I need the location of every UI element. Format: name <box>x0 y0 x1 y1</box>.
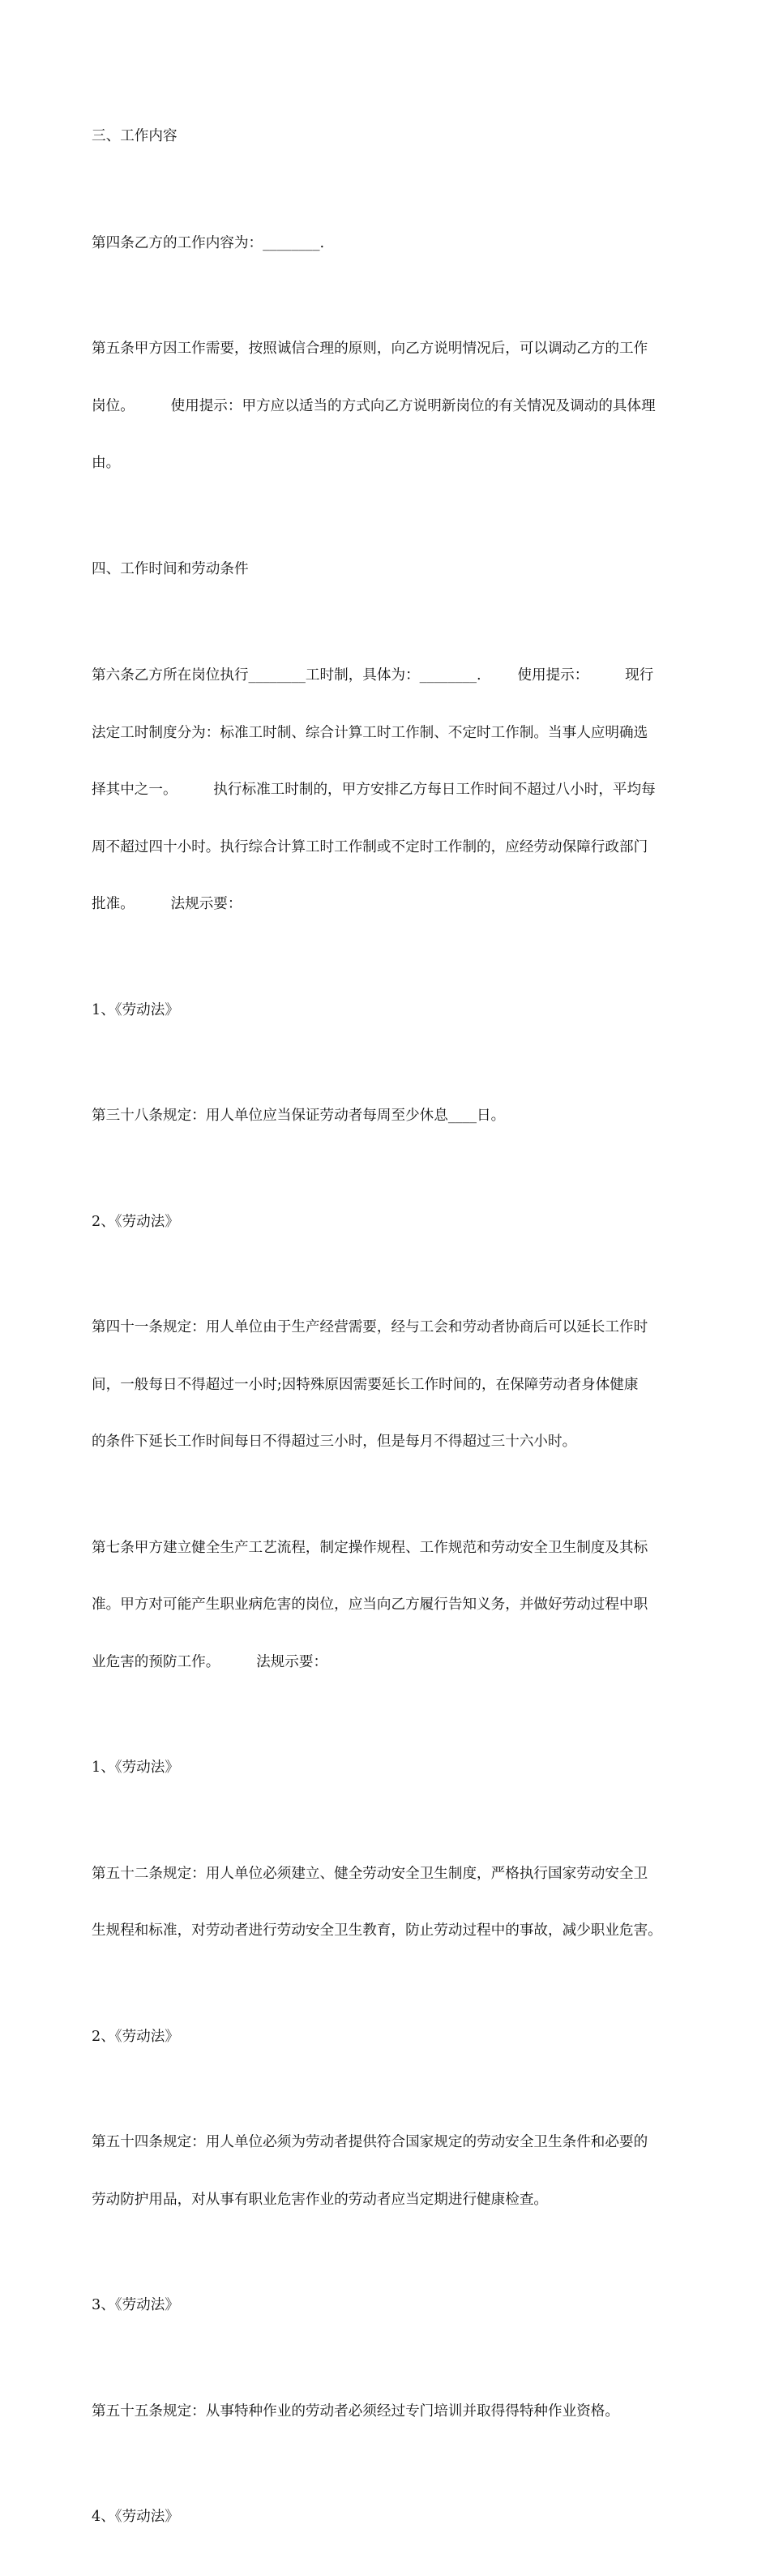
text-line: 法定工时制度分为：标准工时制、综合计算工时工作制、不定时工作制。当事人应明确选 <box>92 724 648 741</box>
article-7-paragraph <box>92 1501 687 1711</box>
text-line: 劳动防护用品，对从事有职业危害作业的劳动者应当定期进行健康检查。 <box>92 2191 549 2208</box>
article-5-paragraph <box>92 302 687 512</box>
text-line: 第五十五条规定：从事特种作业的劳动者必须经过专门培训并取得得特种作业资格。 <box>92 2402 619 2420</box>
law-reference-4 <box>92 1990 687 2085</box>
text-line: 三、工作内容 <box>92 128 178 144</box>
text-line: 四、工作时间和劳动条件 <box>92 560 249 577</box>
text-line: 批准。 法规示要： <box>92 896 242 912</box>
text-line: 4、《劳动法》 <box>92 2509 179 2525</box>
article-6-paragraph <box>92 628 687 953</box>
article-52-paragraph <box>92 1827 687 1979</box>
text-line: 周不超过四十小时。执行综合计算工时工作制或不定时工作制的，应经劳动保障行政部门 <box>92 838 648 855</box>
article-38-paragraph <box>92 1069 687 1164</box>
text-line: 第四十一条规定：用人单位由于生产经营需要，经与工会和劳动者协商后可以延长工作时 <box>92 1319 648 1335</box>
text-line: 1、《劳动法》 <box>92 1001 179 1018</box>
law-reference-6 <box>92 2470 687 2565</box>
text-line: 业危害的预防工作。 法规示要： <box>92 1653 328 1670</box>
law-reference-5 <box>92 2258 687 2354</box>
text-line: 第五条甲方因工作需要，按照诚信合理的原则，向乙方说明情况后，可以调动乙方的工作 <box>92 341 648 357</box>
text-line: 第七条甲方建立健全生产工艺流程，制定操作规程、工作规范和劳动安全卫生制度及其标 <box>92 1539 648 1556</box>
law-reference-3 <box>92 1721 687 1816</box>
text-line: 1、《劳动法》 <box>92 1759 179 1776</box>
article-54-paragraph <box>92 2095 687 2248</box>
section-heading-work-content <box>92 89 687 185</box>
text-line: 3、《劳动法》 <box>92 2297 179 2313</box>
text-line: 第五十二条规定：用人单位必须建立、健全劳动安全卫生制度，严格执行国家劳动安全卫 <box>92 1865 648 1882</box>
article-41-paragraph <box>92 1280 687 1490</box>
text-line: 第三十八条规定：用人单位应当保证劳动者每周至少休息____日。 <box>92 1108 506 1124</box>
text-line: 第五十四条规定：用人单位必须为劳动者提供符合国家规定的劳动安全卫生条件和必要的 <box>92 2134 648 2150</box>
text-line: 第六条乙方所在岗位执行________工时制，具体为：________. 使用提示： 现行 <box>92 667 654 684</box>
text-line: 准。甲方对可能产生职业病危害的岗位，应当向乙方履行告知义务，并做好劳动过程中职 <box>92 1597 648 1613</box>
article-4-paragraph <box>92 196 687 292</box>
text-line: 择其中之一。 执行标准工时制的，甲方安排乙方每日工作时间不超过八小时，平均每 <box>92 782 656 798</box>
text-line: 的条件下延长工作时间每日不得超过三小时，但是每月不得超过三十六小时。 <box>92 1434 577 1450</box>
text-line: 岗位。 使用提示：甲方应以适当的方式向乙方说明新岗位的有关情况及调动的具体理 <box>92 397 656 414</box>
law-reference-1 <box>92 963 687 1059</box>
document-body <box>92 89 687 2576</box>
text-line: 生规程和标准，对劳动者进行劳动安全卫生教育，防止劳动过程中的事故，减少职业危害。 <box>92 1922 662 1939</box>
text-line: 第四条乙方的工作内容为：________. <box>92 234 325 251</box>
article-55-paragraph <box>92 2364 687 2460</box>
text-line: 由。 <box>92 455 121 471</box>
text-line: 2、《劳动法》 <box>92 2028 179 2045</box>
text-line: 间，一般每日不得超过一小时;因特殊原因需要延长工作时间的，在保障劳动者身体健康 <box>92 1376 639 1393</box>
section-heading-work-time <box>92 522 687 618</box>
law-reference-2 <box>92 1175 687 1271</box>
text-line: 2、《劳动法》 <box>92 1213 179 1230</box>
